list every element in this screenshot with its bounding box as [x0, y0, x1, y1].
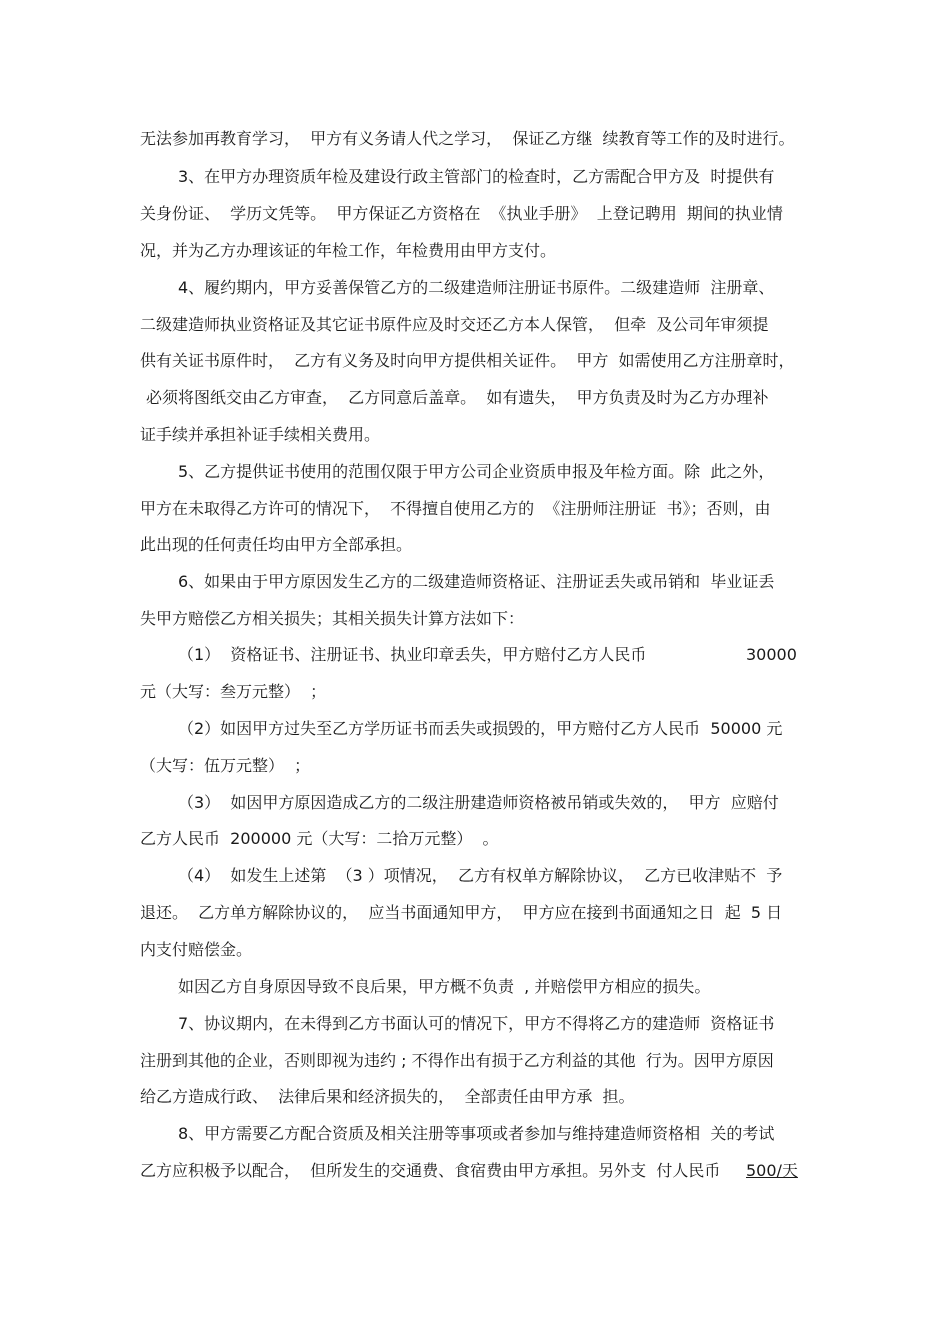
text-line: 此出现的任何责任均由甲方全部承担。: [140, 535, 413, 554]
text-line: 注册到其他的企业，否则即视为违约 ; 不得作出有损于乙方利益的其他 行为。因甲方原因: [140, 1051, 774, 1070]
text-line-underlined: 500/天: [746, 1161, 798, 1180]
text-line: 供有关证书原件时， 乙方有义务及时向甲方提供相关证件。 甲方 如需使用乙方注册章时，: [140, 351, 795, 370]
text-line: 7、协议期内，在未得到乙方书面认可的情况下，甲方不得将乙方的建造师 资格证书: [178, 1014, 775, 1033]
text-line: （大写：伍万元整） ；: [140, 756, 311, 775]
text-line: 6、如果由于甲方原因发生乙方的二级建造师资格证、注册证丢失或吊销和 毕业证丢: [178, 572, 775, 591]
text-line: 8、甲方需要乙方配合资质及相关注册等事项或者参加与维持建造师资格相 关的考试: [178, 1124, 775, 1143]
text-line: （3） 如因甲方原因造成乙方的二级注册建造师资格被吊销或失效的， 甲方 应赔付: [178, 793, 779, 812]
text-line: 5、乙方提供证书使用的范围仅限于甲方公司企业资质申报及年检方面。除 此之外，: [178, 462, 775, 481]
text-line: 3、在甲方办理资质年检及建设行政主管部门的检查时，乙方需配合甲方及 时提供有: [178, 167, 775, 186]
text-line: 如因乙方自身原因导致不良后果，甲方概不负责 , 并赔偿甲方相应的损失。: [178, 977, 711, 996]
text-line: 乙方人民币 200000 元（大写：二拾万元整） 。: [140, 829, 499, 848]
text-line: 给乙方造成行政、 法律后果和经济损失的， 全部责任由甲方承 担。: [140, 1087, 635, 1106]
text-line: 失甲方赔偿乙方相关损失；其相关损失计算方法如下：: [140, 609, 525, 628]
text-line: 证手续并承担补证手续相关费用。: [140, 425, 381, 444]
text-line: 必须将图纸交由乙方审查， 乙方同意后盖章。 如有遗失， 甲方负责及时为乙方办理补: [146, 388, 769, 407]
text-line: 4、履约期内，甲方妥善保管乙方的二级建造师注册证书原件。二级建造师 注册章、: [178, 278, 775, 297]
text-line: 二级建造师执业资格证及其它证书原件应及时交还乙方本人保管， 但牵 及公司年审须提: [140, 315, 769, 334]
text-line: 内支付赔偿金。: [140, 940, 253, 959]
text-line: 乙方应积极予以配合， 但所发生的交通费、食宿费由甲方承担。另外支 付人民币: [140, 1161, 721, 1180]
text-line: 关身份证、 学历文凭等。 甲方保证乙方资格在 《执业手册》 上登记聘用 期间的执业情: [140, 204, 783, 223]
text-line: 元（大写：叁万元整） ；: [140, 682, 327, 701]
text-line: （1） 资格证书、注册证书、执业印章丢失，甲方赔付乙方人民币: [178, 645, 647, 664]
text-line: （2）如因甲方过失至乙方学历证书而丢失或损毁的，甲方赔付乙方人民币 50000 元: [178, 719, 783, 738]
text-line: 30000: [746, 645, 797, 664]
text-line: （4） 如发生上述第 （3 ）项情况， 乙方有权单方解除协议， 乙方已收津贴不 予: [178, 866, 783, 885]
text-line: 况，并为乙方办理该证的年检工作，年检费用由甲方支付。: [140, 241, 557, 260]
text-line: 无法参加再教育学习， 甲方有义务请人代之学习， 保证乙方继 续教育等工作的及时进行。: [140, 129, 795, 148]
text-line: 甲方在未取得乙方许可的情况下， 不得擅自使用乙方的 《注册师注册证 书》；否则，由: [140, 499, 771, 518]
text-line: 退还。 乙方单方解除协议的， 应当书面通知甲方， 甲方应在接到书面通知之日 起 5 日: [140, 903, 783, 922]
